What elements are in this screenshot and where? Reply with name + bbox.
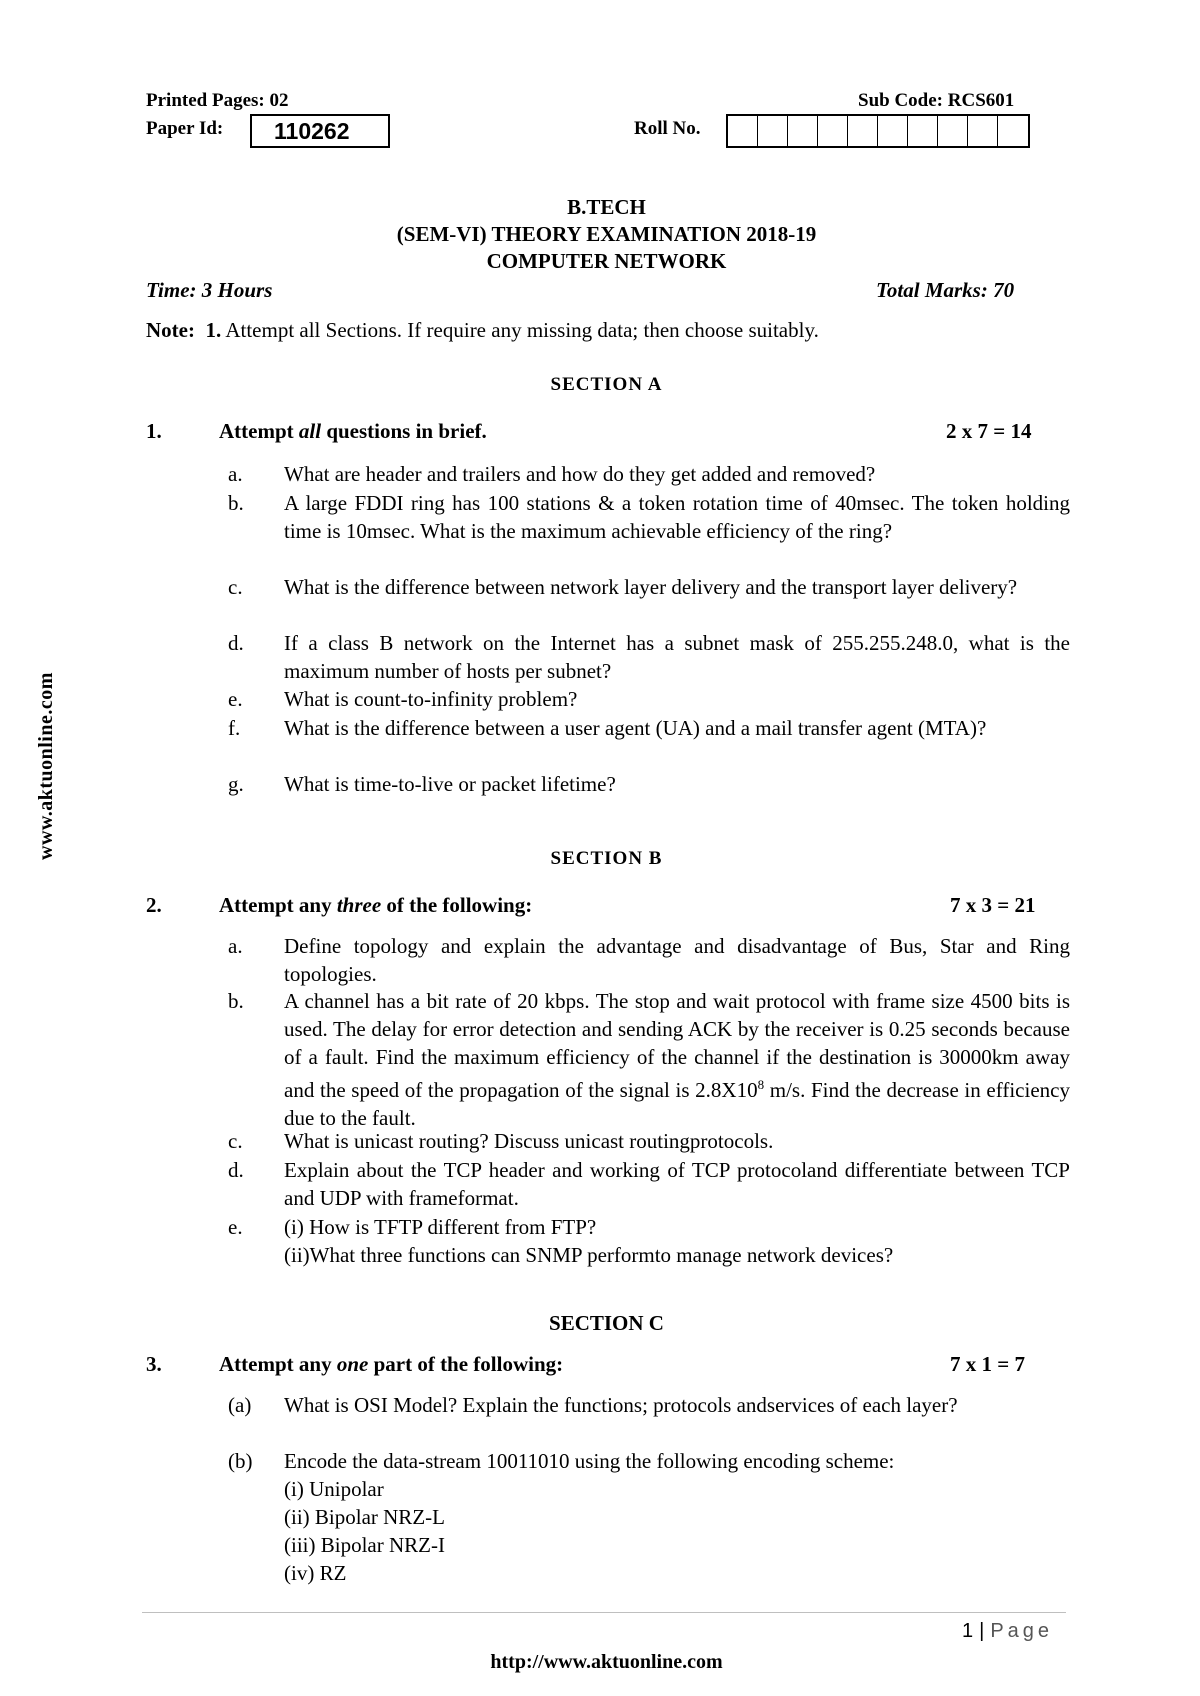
sub-code: Sub Code: RCS601 xyxy=(858,90,1015,111)
section-c-heading: SECTION C xyxy=(549,1311,664,1335)
footer-divider xyxy=(142,1612,1066,1613)
question-1-number: 1. xyxy=(146,419,162,443)
encoding-option: (ii) Bipolar NRZ-L xyxy=(284,1505,445,1529)
roll-cell[interactable] xyxy=(878,116,908,146)
encoding-option: (iv) RZ xyxy=(284,1561,347,1585)
footer-url[interactable]: http://www.aktuonline.com xyxy=(490,1651,723,1673)
question-2-marks: 7 x 3 = 21 xyxy=(950,893,1036,917)
section-b-heading: SECTION B xyxy=(550,848,663,869)
question-2-instruction: Attempt any three of the following: xyxy=(219,893,533,917)
question-1-marks: 2 x 7 = 14 xyxy=(946,419,1032,443)
note-number: 1. xyxy=(205,318,222,342)
roll-no-label: Roll No. xyxy=(634,118,701,139)
roll-cell[interactable] xyxy=(788,116,818,146)
roll-cell[interactable] xyxy=(908,116,938,146)
question-3-number: 3. xyxy=(146,1352,162,1376)
roll-cell[interactable] xyxy=(818,116,848,146)
note-text: Attempt all Sections. If require any missing data; then choose suitably. xyxy=(225,318,819,342)
roll-cell[interactable] xyxy=(998,116,1028,146)
total-marks: Total Marks: 70 xyxy=(876,278,1015,302)
section-a-heading: SECTION A xyxy=(550,374,663,395)
encoding-option: (iii) Bipolar NRZ-I xyxy=(284,1533,445,1557)
roll-cell[interactable] xyxy=(968,116,998,146)
encoding-option: (i) Unipolar xyxy=(284,1477,384,1501)
roll-cell[interactable] xyxy=(848,116,878,146)
roll-cell[interactable] xyxy=(938,116,968,146)
side-watermark: www.aktuonline.com xyxy=(35,672,57,860)
roll-cell[interactable] xyxy=(728,116,758,146)
paper-id-label: Paper Id: xyxy=(146,118,224,139)
question-3-marks: 7 x 1 = 7 xyxy=(950,1352,1025,1376)
note-label: Note: xyxy=(146,318,195,342)
exam-title: (SEM-VI) THEORY EXAMINATION 2018-19 xyxy=(396,222,817,246)
degree-title: B.TECH xyxy=(567,195,646,219)
roll-no-grid[interactable] xyxy=(726,114,1030,148)
subject-title: COMPUTER NETWORK xyxy=(486,249,727,273)
roll-cell[interactable] xyxy=(758,116,788,146)
question-1-instruction: Attempt all questions in brief. xyxy=(219,419,487,443)
note xyxy=(146,318,819,343)
printed-pages: Printed Pages: 02 xyxy=(146,90,289,111)
time-label: Time: 3 Hours xyxy=(146,278,273,302)
page-number: 1 | Page xyxy=(962,1620,1054,1642)
question-3-instruction: Attempt any one part of the following: xyxy=(219,1352,564,1376)
paper-id-box: 110262 xyxy=(250,114,390,148)
question-2-number: 2. xyxy=(146,893,162,917)
